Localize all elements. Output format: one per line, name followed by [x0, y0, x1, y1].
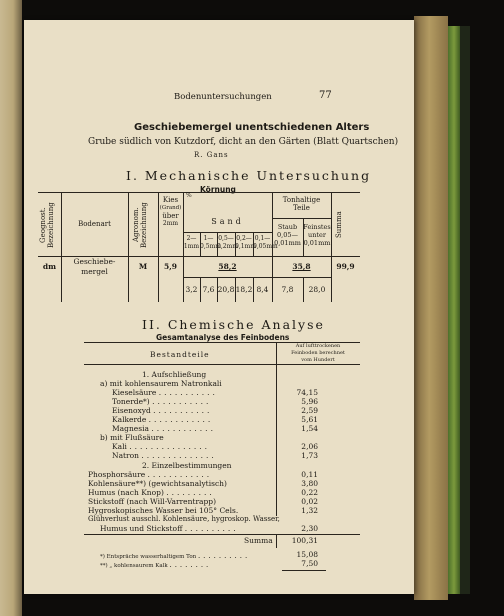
document-subtitle: Grube südlich von Kutzdorf, dicht an den Gärten (Blatt Quartschen) [88, 137, 399, 147]
background [460, 26, 470, 594]
col-agronom-header: Agronom. Bezeichnung [132, 202, 148, 248]
sand-sub-3: 0,5— 0,2mm [217, 235, 238, 250]
footnote-1-value: 15,08 [296, 550, 318, 559]
sand-sub-1: 2— 1mm [183, 235, 200, 250]
col-summa-header: Summa [335, 211, 343, 239]
ton-value-staub: 7,8 [281, 285, 294, 294]
left-page-edge [0, 0, 22, 616]
sand-value-1: 3,2 [185, 285, 198, 294]
bodenart-value: Geschiebe- mergel [73, 257, 116, 276]
col-bodenart-header: Bodenart [78, 220, 111, 228]
sand-sub-2: 1— 0,5mm [200, 235, 221, 250]
col-ton-header: Tonhaltige Teile [282, 196, 321, 212]
running-title: Bodenuntersuchungen [174, 92, 272, 102]
ton-sub-staub: Staub 0,05— 0,01mm [274, 223, 301, 247]
summa-value: 99,9 [336, 262, 355, 271]
value-tonerde: 5,96 [301, 397, 318, 406]
item-kieselsaeure: Kieselsäure ........... [112, 388, 218, 397]
sand-total-value: 58,2 [218, 262, 237, 271]
item-magnesia: Magnesia ............ [112, 424, 216, 433]
author: R. Gans [194, 151, 229, 159]
subheading-natronkali: a) mit kohlensaurem Natronkali [100, 379, 222, 388]
sand-sub-4: 0,2— 0,1mm [235, 235, 256, 250]
value-kohlensaeure: 3,80 [301, 479, 318, 488]
footnote-2-value: 7,50 [301, 559, 318, 568]
value-gluehverlust: 2,30 [301, 524, 318, 533]
section-chemical-heading: II. Chemische Analyse [142, 317, 325, 332]
value-hygroskop-wasser: 1,32 [301, 506, 318, 515]
ton-total-value: 35,8 [292, 262, 311, 271]
item-phosphorsaeure: Phosphorsäure ............ [88, 470, 213, 479]
item-gluehverlust-cont: Humus und Stickstoff .......... [100, 524, 239, 533]
item-stickstoff: Stickstoff (nach Will-Varrentrapp) [88, 497, 217, 506]
item-kalkerde: Kalkerde ............ [112, 415, 214, 424]
subheading-einzelbestimmungen: 2. Einzelbestimmungen [142, 461, 232, 470]
geognost-value: dm [42, 262, 57, 271]
value-eisenoxyd: 2,59 [301, 406, 318, 415]
value-phosphorsaeure: 0,11 [301, 470, 318, 479]
footnote-2: **) „ kohlensaurem Kalk ........ [100, 561, 212, 569]
item-kohlensaeure: Kohlensäure**) (gewichtsanalytisch) [88, 479, 227, 488]
section-mechanical-heading: I. Mechanische Untersuchung [126, 168, 372, 183]
agronom-value: M [138, 262, 148, 271]
subheading-aufschliessung: 1. Aufschließung [142, 370, 207, 379]
value-kieselsaeure: 74,15 [296, 388, 318, 397]
footnote-1: *) Entspräche wasserhaltigem Ton .......... [100, 552, 251, 560]
page-stack-edge [414, 16, 448, 600]
page-number: 77 [319, 90, 332, 101]
col-sand-header: Sand [211, 217, 244, 226]
ton-sub-feinstes: Feinstes unter 0,01mm [303, 223, 331, 247]
item-humus: Humus (nach Knop) ......... [88, 488, 215, 497]
item-kali: Kali ............... [112, 442, 211, 451]
value-humus: 0,22 [301, 488, 318, 497]
sand-value-4: 18,2 [235, 285, 253, 294]
book-cover-edge [448, 26, 460, 594]
sand-value-2: 7,6 [202, 285, 215, 294]
col-kies-header: Kies (Grand) über 2mm [159, 196, 182, 227]
item-tonerde: Tonerde*) ........... [112, 397, 212, 406]
ton-value-feinstes: 28,0 [308, 285, 326, 294]
sand-sub-5: 0,1— 0,05mm [253, 235, 278, 250]
value-kali: 2,06 [301, 442, 318, 451]
document-title: Geschiebemergel unentschiedenen Alters [134, 122, 370, 133]
value-kalkerde: 5,61 [301, 415, 318, 424]
sand-value-5: 8,4 [256, 285, 269, 294]
summa-label: Summa [244, 536, 273, 545]
value-magnesia: 1,54 [301, 424, 318, 433]
value-stickstoff: 0,02 [301, 497, 318, 506]
item-eisenoxyd: Eisenoxyd ........... [112, 406, 213, 415]
col-bestandteile-header: Bestandteile [150, 350, 210, 359]
value-summa: 100,31 [291, 536, 318, 545]
kies-value: 5,9 [163, 262, 178, 271]
item-hygroskop-wasser: Hygroskopisches Wasser bei 105° Cels. [88, 506, 239, 515]
col-geognost-header: Geognost. Bezeichnung [39, 202, 55, 248]
section-mechanical-subheading: Körnung [200, 185, 236, 194]
book-page [24, 20, 414, 594]
sand-value-3: 20,8 [217, 285, 235, 294]
percent-mark: % [186, 192, 192, 199]
value-natron: 1,73 [301, 451, 318, 460]
col-value-header: Auf lufttrockenen Feinboden berechnet vom Hundert [291, 343, 345, 363]
item-gluehverlust: Glühverlust ausschl. Kohlensäure, hygroskop. Wasser, [88, 515, 280, 523]
item-natron: Natron .............. [112, 451, 217, 460]
subheading-flusssaeure: b) mit Flußsäure [100, 433, 164, 442]
section-chemical-subheading: Gesamtanalyse des Feinbodens [156, 333, 290, 342]
